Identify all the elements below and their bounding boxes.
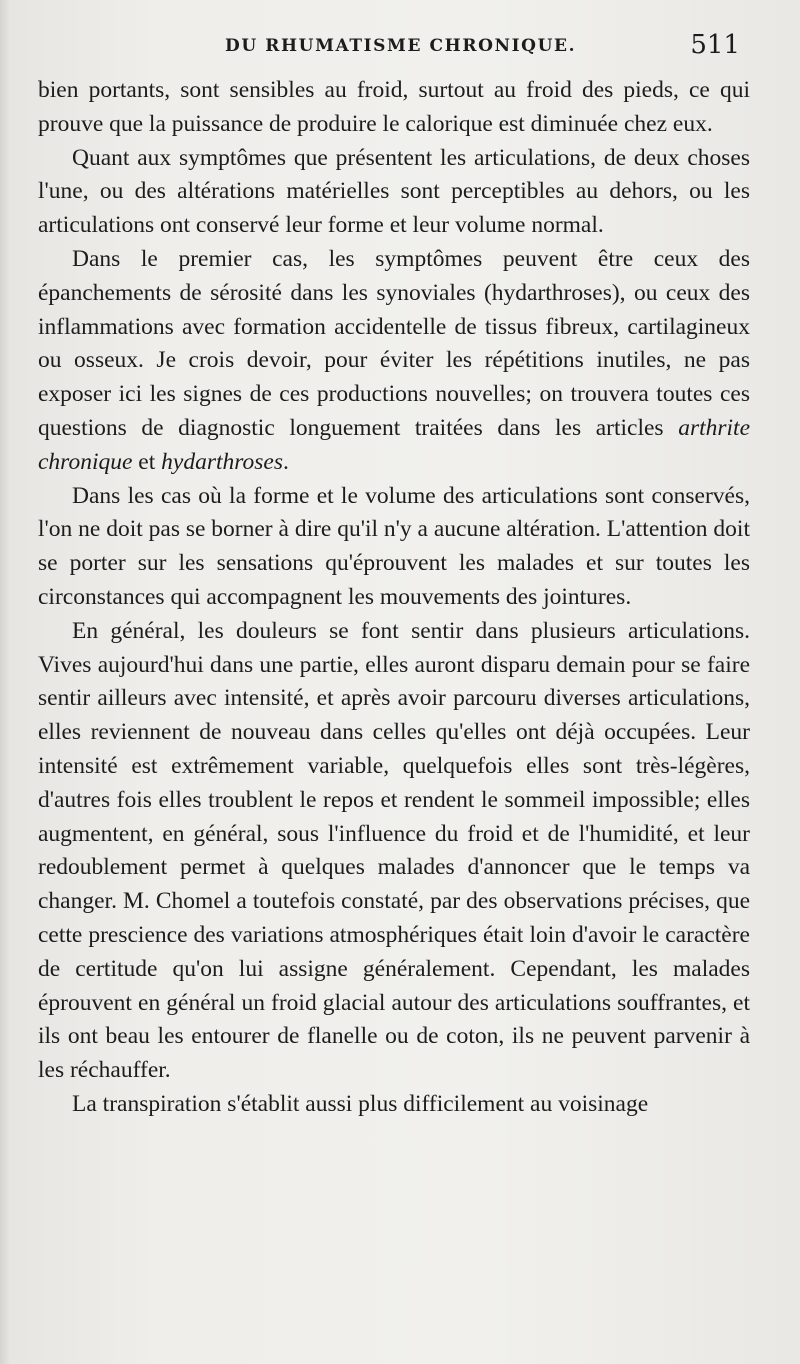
paragraph-douleurs: En général, les douleurs se font sentir dans plusieurs articulations. Vives aujourd'hui dans une partie, elles auront disparu demain pour se faire sentir ailleurs avec intensité, et après avoir parcouru diverses articulations, elles reviennent de nouveau dans celles qu'elles ont déjà occupées. Leur intensité est extrêmement variable, quelquefois elles sont très-légères, d'autres fois elles troublent le repos et rendent le sommeil impossible; elles augmentent, en général, sous l'influence du froid et de l'humidité, et leur redoublement permet à quelques malades d'annoncer que le temps va changer. M. Chomel a toutefois constaté, par des observations précises, que cette prescience des variations atmosphériques était loin d'avoir le caractère de certitude qu'on lui assigne généralement. Cependant, les malades éprouvent en général un froid glacial autour des articulations souffrantes, et ils ont beau les entourer de flanelle ou de coton, ils ne peuvent parvenir à les réchauffer. <box>38 617 750 1084</box>
paragraph-premier-cas-text: Dans le premier cas, les symptômes peuvent être ceux des épanchements de sérosité dans les synoviales (hydarthroses), ou ceux des inflammations avec formation accidentelle de tissus fibreux, cartilagineux ou osseux. Je crois devoir, pour éviter les répétitions inutiles, ne pas exposer ici les signes de ces productions nouvelles; on trouvera toutes ces questions de diagnostic longuement traitées dans les articles <box>38 245 750 441</box>
paragraph-continuation: bien portants, sont sensibles au froid, surtout au froid des pieds, ce qui prouve que la puissance de produire le calorique est diminuée chez eux. <box>38 77 750 137</box>
page-header <box>40 30 740 66</box>
paragraph-premier-cas <box>38 243 750 480</box>
body-text <box>38 74 750 1122</box>
paragraph-symptomes-articulations: Quant aux symptômes que présentent les articulations, de deux choses l'une, ou des altérations matérielles sont perceptibles au dehors, ou les articulations ont conservé leur forme et leur volume normal. <box>38 144 750 239</box>
running-title: DU RHUMATISME CHRONIQUE. <box>225 36 577 56</box>
italic-term-hydarthroses: hydarthroses <box>161 448 283 475</box>
italic-term-arthrite: arthrite chronique <box>38 414 750 475</box>
paragraph-transpiration: La transpiration s'établit aussi plus difficilement au voisinage <box>72 1090 649 1117</box>
page-number: 511 <box>690 30 740 60</box>
page-left-shadow <box>0 0 10 1364</box>
paragraph-forme-conservee: Dans les cas où la forme et le volume des articulations sont conservés, l'on ne doit pas se borner à dire qu'il n'y a aucune altération. L'attention doit se porter sur les sensations qu'éprouvent les malades et sur toutes les circonstances qui accompagnent les mouvements des jointures. <box>38 482 750 610</box>
conjunction: et <box>138 448 156 475</box>
paragraph-end: . <box>283 448 289 475</box>
